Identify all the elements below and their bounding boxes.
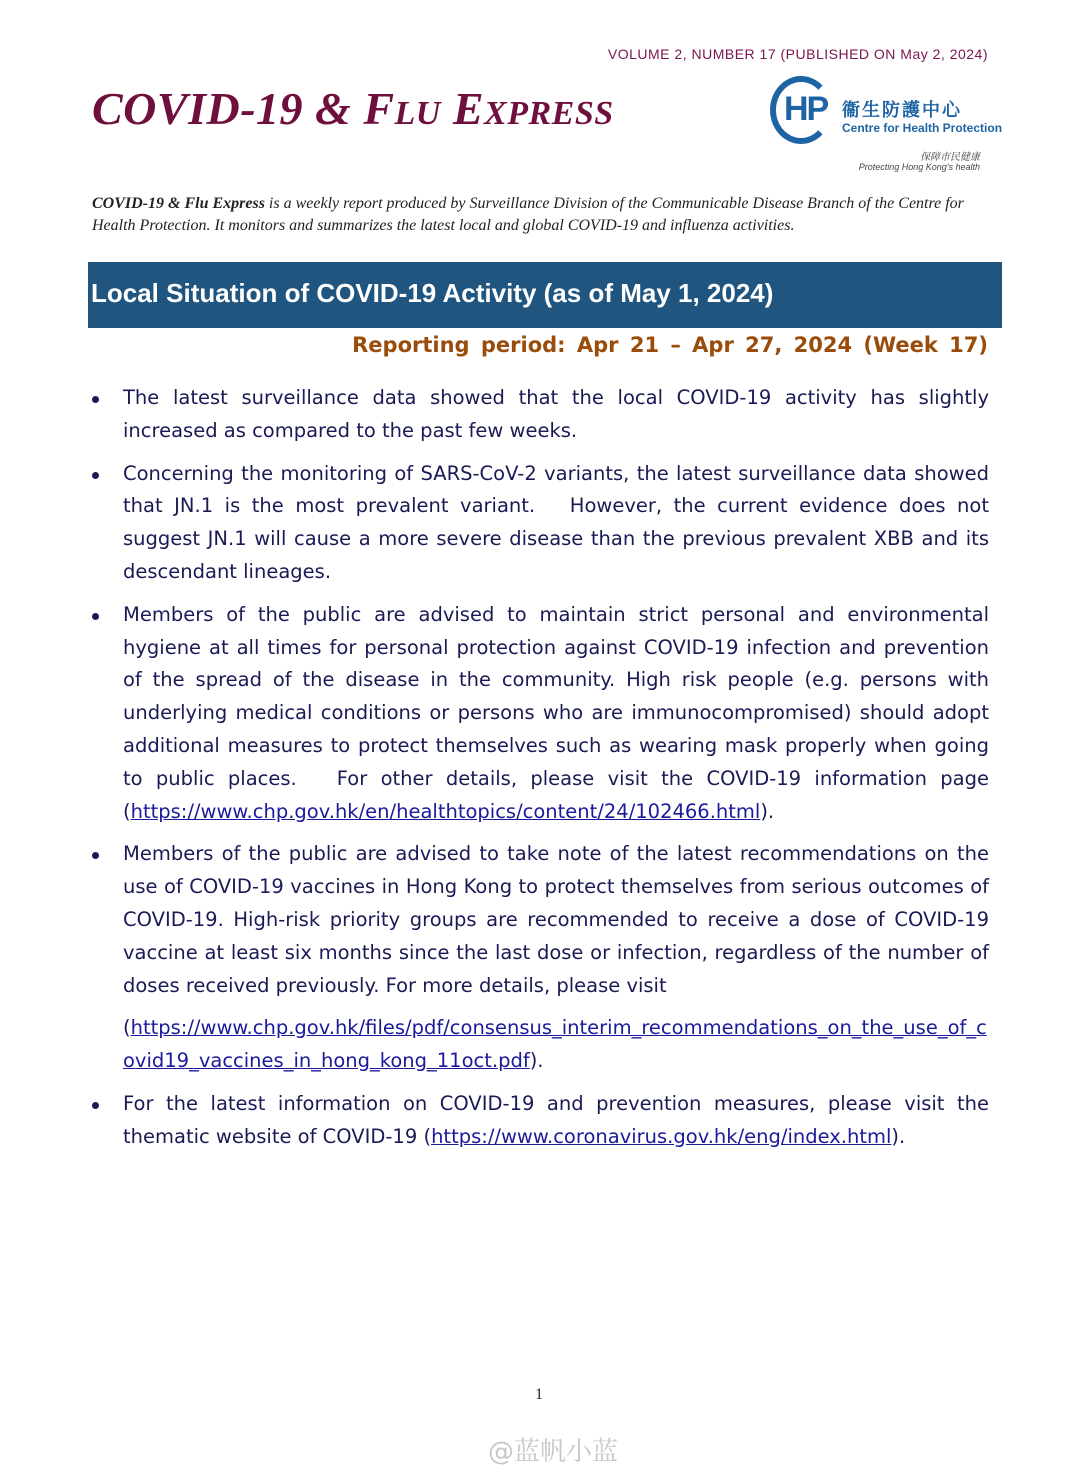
section-title: Local Situation of COVID-19 Activity (as of May 1, 2024) xyxy=(91,278,774,308)
covid-info-page-link[interactable]: https://www.chp.gov.hk/en/healthtopics/content/24/102466.html xyxy=(130,799,761,823)
logo-english-name: Centre for Health Protection xyxy=(842,121,1003,135)
logo-english-slogan: Protecting Hong Kong's health xyxy=(858,162,980,172)
chp-logo xyxy=(770,76,1003,176)
section-banner xyxy=(88,262,1002,328)
logo-chinese-slogan: 保障市民健康 xyxy=(920,152,980,163)
intro-text: is a weekly report produced by Surveillance Division of the Communicable Disease Branch of the Centre for Health Protection. It monitors and summarizes the latest local and global COVID-19 and influenza activities. xyxy=(92,195,964,234)
watermark: @蓝帆小蓝 xyxy=(488,1437,619,1467)
intro-publication-name: COVID-19 & Flu Express xyxy=(92,195,265,212)
bullet-item: Concerning the monitoring of SARS-CoV-2 variants, the latest surveillance data showed that JN.1 is the most prevalent variant. However, the current evidence does not suggest JN.1 will cause a more severe disease than the previous prevalent XBB and its descendant lineages. xyxy=(92,458,989,589)
masthead-title: COVID-19 & FLU EXPRESS xyxy=(92,83,614,134)
bullet-icon xyxy=(92,852,99,859)
bullet-icon xyxy=(92,1102,99,1109)
bullet-icon xyxy=(92,613,99,620)
intro-paragraph xyxy=(92,193,1002,237)
bullet-icon xyxy=(92,472,99,479)
bullet-item: Members of the public are advised to take note of the latest recommendations on the use of COVID-19 vaccines in Hong Kong to protect themselves from serious outcomes of COVID-19. High-risk priority groups are recommended to receive a dose of COVID-19 vaccine at least six months since the last dose or infection, regardless of the number of doses received previously. For more details, please visit (https://www.chp.gov.hk/files/pdf/consensus_interim_recommendations_on_the_use_of_covid19_vaccines_in_hong_kong_11oct.pdf). xyxy=(92,838,989,1078)
bullet-item: Members of the public are advised to maintain strict personal and environmental hygiene at all times for personal protection against COVID-19 infection and prevention of the spread of the disease in the community. High risk people (e.g. persons with underlying medical conditions or persons who are immunocompromised) should adopt additional measures to protect themselves such as wearing mask properly when going to public places. For other details, please visit the COVID-19 information page (https://www.chp.gov.hk/en/healthtopics/content/24/102466.html). xyxy=(92,599,989,829)
vaccine-recommendations-link[interactable]: https://www.chp.gov.hk/files/pdf/consensus_interim_recommendations_on_the_use_of_covid19_vaccines_in_hong_kong_11oct.pdf xyxy=(123,1016,987,1073)
bullet-icon xyxy=(92,396,99,403)
volume-line: VOLUME 2, NUMBER 17 (PUBLISHED ON May 2, 2024) xyxy=(607,46,988,62)
bullet-list xyxy=(92,382,996,1164)
logo-chinese-name: 衞生防護中心 xyxy=(842,100,962,121)
vaccine-recommendations-link-block: (https://www.chp.gov.hk/files/pdf/consensus_interim_recommendations_on_the_use_of_covid19_vaccines_in_hong_kong_11oct.pdf). xyxy=(123,1016,987,1073)
logo-mark: HP xyxy=(784,90,828,128)
page-number: 1 xyxy=(535,1386,543,1403)
bullet-item: For the latest information on COVID-19 and prevention measures, please visit the thematic website of COVID-19 (https://www.coronavirus.gov.hk/eng/index.html). xyxy=(92,1088,989,1154)
coronavirus-website-link[interactable]: https://www.coronavirus.gov.hk/eng/index.html xyxy=(431,1124,892,1148)
bullet-item: The latest surveillance data showed that the local COVID-19 activity has slightly increased as compared to the past few weeks. xyxy=(92,382,989,448)
reporting-period: Reporting period: Apr 21 – Apr 27, 2024 (Week 17) xyxy=(352,333,988,357)
